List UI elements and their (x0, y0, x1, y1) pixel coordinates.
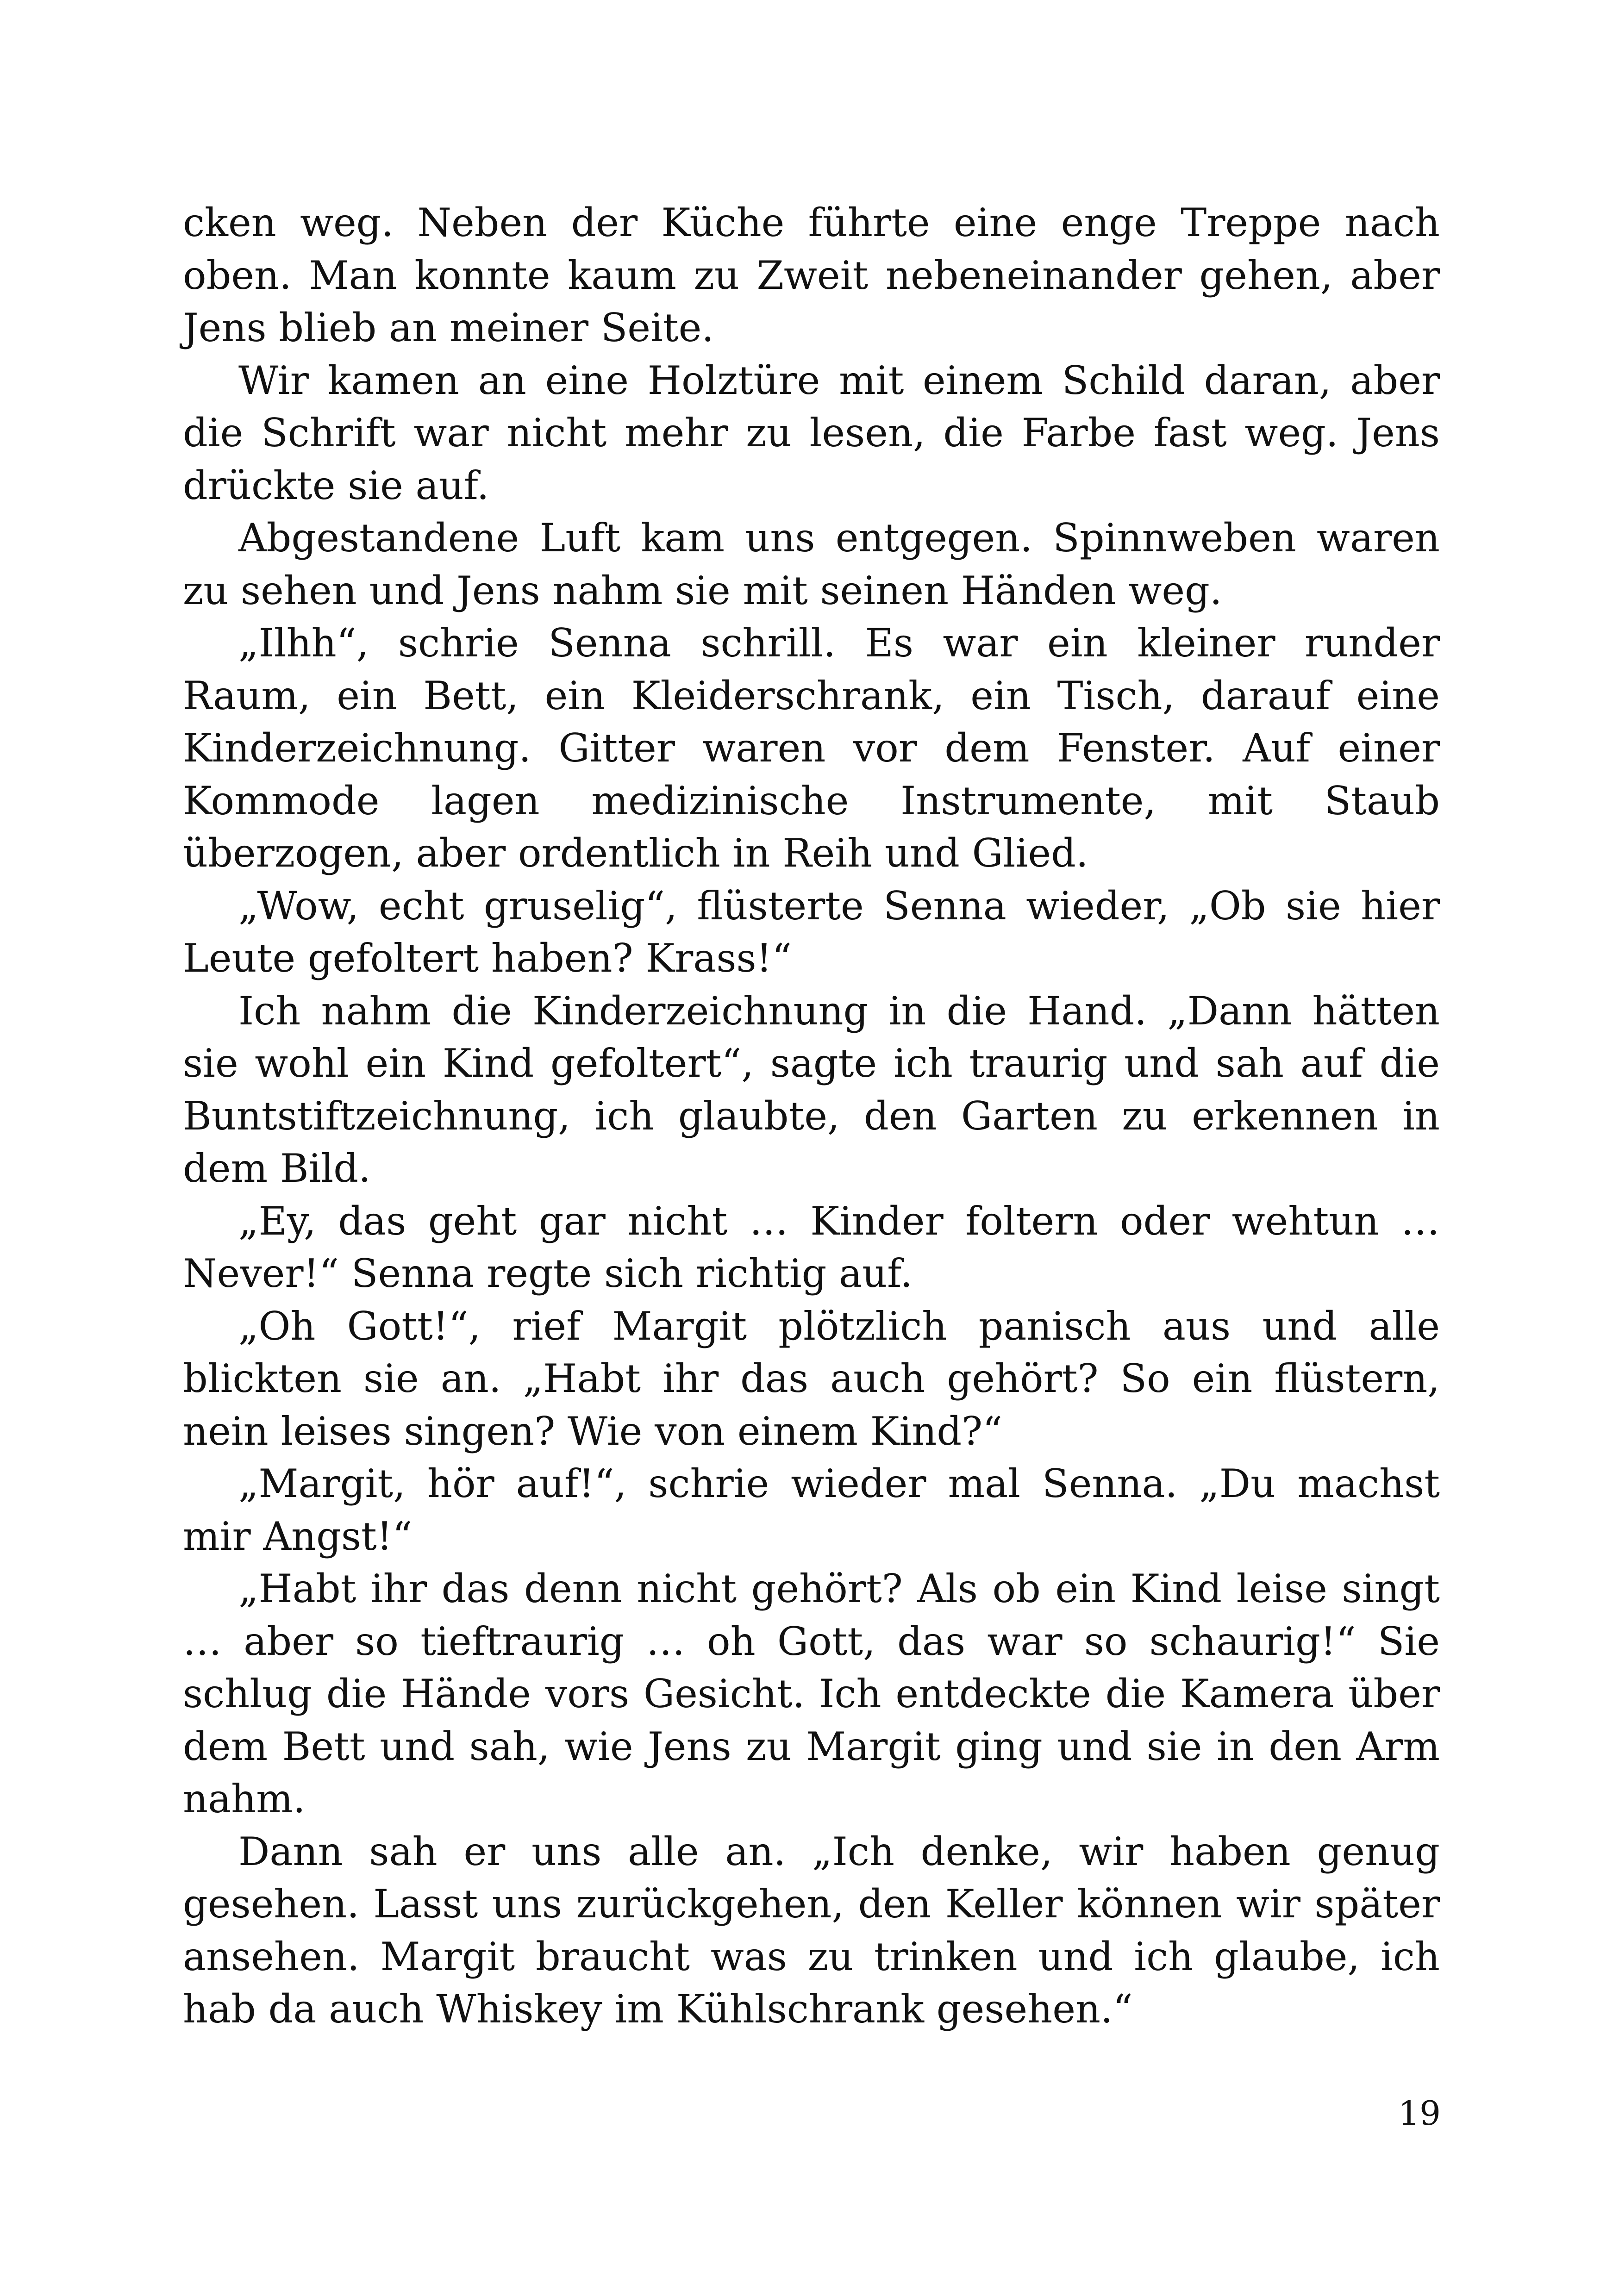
paragraph-1: cken weg. Neben der Küche führte eine enge Treppe nach oben. Man konnte kaum zu Zweit nebeneinander gehen, aber Jens blieb an meiner Seite. (183, 200, 1440, 350)
page-number: 19 (1398, 2094, 1441, 2133)
paragraph-6: Ich nahm die Kinderzeichnung in die Hand. „Dann hätten sie wohl ein Kind gefoltert“, sagte ich traurig und sah auf die Buntstiftzeichnung, ich glaubte, den Garten zu erkennen in dem Bild. (183, 988, 1440, 1191)
paragraph-5: „Wow, echt gruselig“, flüsterte Senna wieder, „Ob sie hier Leute gefoltert haben? Krass!“ (183, 883, 1440, 981)
paragraph-2: Wir kamen an eine Holztüre mit einem Schild daran, aber die Schrift war nicht mehr zu lesen, die Farbe fast weg. Jens drückte sie auf. (183, 357, 1440, 508)
body-text (183, 197, 1440, 2036)
paragraph-7: „Ey, das geht gar nicht … Kinder foltern oder wehtun … Never!“ Senna regte sich richtig auf. (183, 1198, 1440, 1296)
paragraph-8: „Oh Gott!“, rief Margit plötzlich panisch aus und alle blickten sie an. „Habt ihr das auch gehört? So ein flüstern, nein leises singen? Wie von einem Kind?“ (183, 1303, 1440, 1454)
paragraph-4: „Ilhh“, schrie Senna schrill. Es war ein kleiner runder Raum, ein Bett, ein Kleiderschrank, ein Tisch, darauf eine Kinderzeichnung. Gitter waren vor dem Fenster. Auf einer Kommode lagen medizinische Instrumente, mit Staub überzogen, aber ordentlich in Reih und Glied. (183, 620, 1440, 876)
paragraph-11: Dann sah er uns alle an. „Ich denke, wir haben genug gesehen. Lasst uns zurückgehen, den Keller können wir später ansehen. Margit braucht was zu trinken und ich glaube, ich hab da auch Whiskey im Kühlschrank gesehen.“ (183, 1828, 1440, 2032)
paragraph-10: „Habt ihr das denn nicht gehört? Als ob ein Kind leise singt … aber so tieftraurig … oh Gott, das war so schaurig!“ Sie schlug die Hände vors Gesicht. Ich entdeckte die Kamera über dem Bett und sah, wie Jens zu Margit ging und sie in den Arm nahm. (183, 1566, 1440, 1822)
paragraph-3: Abgestandene Luft kam uns entgegen. Spinnweben waren zu sehen und Jens nahm sie mit seinen Händen weg. (183, 515, 1440, 613)
paragraph-9: „Margit, hör auf!“, schrie wieder mal Senna. „Du machst mir Angst!“ (183, 1461, 1440, 1559)
